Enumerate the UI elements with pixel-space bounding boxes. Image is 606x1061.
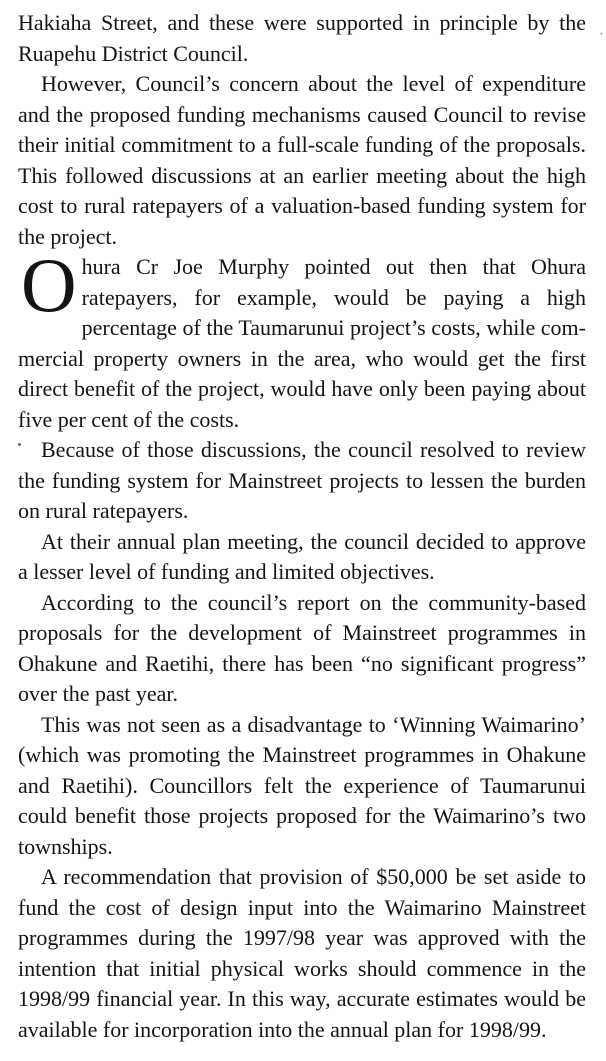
paragraph-7: This was not seen as a disadvantage to ‘Winning Waimarino’ (which was promoting the Mainstreet programmes in Ohakune and Raetihi). Councillors felt the experience of Taumarunui could benefit those projects proposed for the Waimarino’s two townships. — [18, 711, 586, 859]
paragraph-1: Hakiaha Street, and these were supported in principle by the Ruapehu District Council. — [18, 10, 586, 66]
paragraph-5: At their annual plan meeting, the council decided to approve a lesser level of funding and limited objectives. — [18, 528, 586, 584]
page-edge-mark: · — [598, 26, 604, 43]
paragraph-4: Because of those discussions, the council resolved to review the funding system for Mainstreet projects to lessen the burden on rural ratepayers. — [18, 437, 586, 523]
paragraph-3-text: hura Cr Joe Murphy pointed out then that Ohura ratepayers, for example, would be paying a high percentage of the Taumarunui project’s costs, while commercial property owners in the area, who would get the first direct benefit of the project, would have only been paying about five per cent of the costs. — [18, 254, 586, 432]
paragraph-2: However, Council’s concern about the level of expenditure and the proposed funding mechanisms caused Council to revise their initial commitment to a full-scale funding of the proposals. This followed discussions at an earlier meeting about the high cost to rural ratepayers of a valuation-based funding system for the project. — [18, 71, 586, 249]
paragraph-8: A recommendation that provision of $50,000 be set aside to fund the cost of design input into the Waimarino Mainstreet programmes during the 1997/98 year was approved with the intention that initial physical works should commence in the 1998/99 financial year. In this way, accurate estimates would be available for incorporation into the annual plan for 1998/99. — [18, 864, 586, 1042]
article-body — [18, 8, 586, 1045]
print-speck — [18, 443, 21, 446]
paragraph-3 — [18, 242, 586, 435]
drop-cap: O — [21, 242, 77, 328]
paragraph-6: According to the council’s report on the community-based proposals for the development of Mainstreet programmes in Ohakune and Raetihi, there has been “no significant progress” over the past year. — [18, 589, 586, 706]
